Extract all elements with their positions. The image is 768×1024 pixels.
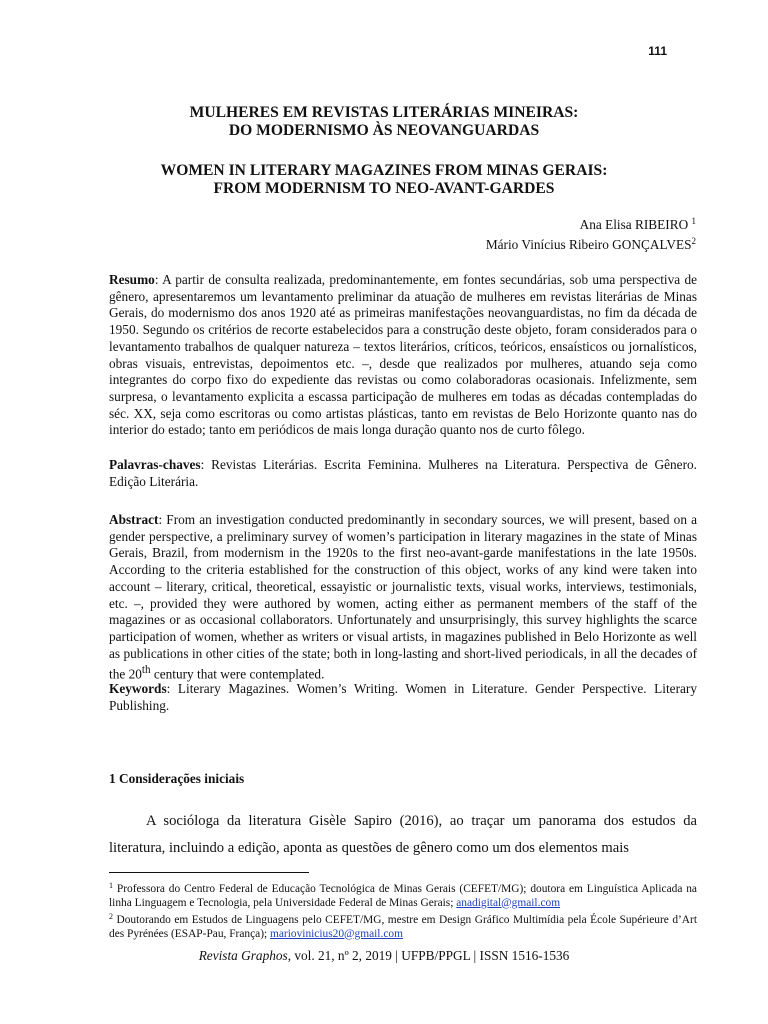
author-list: [486, 213, 696, 253]
title-en-line-2: FROM MODERNISM TO NEO-AVANT-GARDES: [213, 180, 555, 197]
resumo-label: Resumo: [109, 272, 155, 287]
abstract-block: [109, 512, 697, 683]
keywords-text: : Literary Magazines. Women’s Writing. Women in Literature. Gender Perspective. Literary Publishing.: [109, 681, 697, 713]
footnote-number: 2: [109, 912, 113, 921]
title-en-line-1: WOMEN IN LITERARY MAGAZINES FROM MINAS GERAIS:: [160, 162, 608, 179]
footnote-number: 1: [109, 881, 113, 890]
resumo-block: [109, 272, 697, 439]
title-pt-line-2: DO MODERNISMO ÀS NEOVANGUARDAS: [228, 122, 540, 139]
section-heading: 1 Considerações iniciais: [109, 771, 245, 786]
email-link[interactable]: mariovinicius20@gmail.com: [270, 927, 403, 940]
abstract-text: : From an investigation conducted predominantly in secondary sources, we will present, based on a gender perspective, a preliminary survey of women’s participation in literary magazines in the state of Minas Gerais, Brazil, from modernism in the 1920s to the first neo-avant-garde manifestations in the late 1950s. According to the criteria established for the construction of this object, works of any kind were taken into account – literary, critical, theoretical, essayistic or journalistic texts, visual works, interviews, testimonials, etc. –, provided they were authored by women, acting either as permanent members of the staff of the magazines or as occasional collaborators. Unfortunately and unsurprisingly, this survey highlights the scarce participation of women, whether as writers or visual artists, in magazines published in Belo Horizonte as well as publications in other cities of the state; both in long-lasting and short-lived periodicals, in all the decades of the 20: [109, 512, 697, 682]
author-footnote-ref[interactable]: 1: [691, 216, 696, 226]
page-number: 111: [648, 44, 667, 58]
author-2: [486, 233, 696, 253]
author-1: [486, 213, 696, 233]
palavras-chaves-block: [109, 457, 697, 490]
footnotes: [109, 879, 697, 941]
journal-details: , vol. 21, nº 2, 2019 | UFPB/PPGL | ISSN 1516-1536: [287, 948, 570, 963]
author-name: Mário Vinícius Ribeiro GONÇALVES: [485, 237, 692, 252]
footnote-2: [109, 910, 697, 941]
palavras-text: : Revistas Literárias. Escrita Feminina. Mulheres na Literatura. Perspectiva de Gênero. Edição Literária.: [109, 457, 697, 489]
abstract-ordinal-sup: th: [141, 664, 151, 677]
footnote-divider: [109, 872, 309, 873]
abstract-text-end: century that were contemplated.: [150, 666, 325, 682]
title-pt-line-1: MULHERES EM REVISTAS LITERÁRIAS MINEIRAS:: [189, 104, 579, 121]
body-paragraph: A socióloga da literatura Gisèle Sapiro (2016), ao traçar um panorama dos estudos da literatura, incluindo a edição, aponta as questões de gênero como um dos elementos mais: [109, 813, 697, 856]
footnote-text: Professora do Centro Federal de Educação Tecnológica de Minas Gerais (CEFET/MG); doutora em Linguística Aplicada na linha Linguagem e Tecnologia, pela Universidade Federal de Minas Gerais;: [109, 883, 697, 909]
author-name: Ana Elisa RIBEIRO: [579, 217, 689, 232]
article-titles: [0, 104, 768, 198]
abstract-label: Abstract: [109, 512, 159, 527]
keywords-block: [109, 681, 697, 714]
footnote-text: Doutorando em Estudos de Linguagens pelo CEFET/MG, mestre em Design Gráfico Multimídia pela École Supérieure d’Art des Pyrénées (ESAP-Pau, França);: [109, 914, 697, 940]
journal-name: Revista Graphos: [198, 948, 288, 963]
footnote-1: [109, 879, 697, 910]
title-en: [0, 162, 768, 198]
page-footer: [0, 948, 768, 964]
author-footnote-ref[interactable]: 2: [691, 236, 696, 246]
keywords-label: Keywords: [109, 681, 167, 696]
palavras-label: Palavras-chaves: [109, 457, 201, 472]
resumo-text: : A partir de consulta realizada, predominantemente, em fontes secundárias, sob uma perspectiva de gênero, apresentaremos um levantamento preliminar da atuação de mulheres em revistas literárias de Minas Gerais, do modernismo dos anos 1920 até as primeiras manifestações neovanguardistas, no fim da década de 1950. Segundo os critérios de recorte estabelecidos para a construção deste objeto, foram considerados para o levantamento trabalhos de qualquer natureza – textos literários, críticos, teóricos, ensaísticos ou jornalísticos, obras visuais, entrevistas, depoimentos etc. –, desde que realizados por mulheres, atuando seja como integrantes do corpo fixo do expediente das revistas ou como colaboradoras ocasionais. Infelizmente, sem surpresa, o levantamento explicita a escassa participação de mulheres em todas as décadas contempladas do séc. XX, seja como escritoras ou como artistas plásticas, tanto em revistas de Belo Horizonte quanto nas do interior do estado; tanto em periódicos de mais longa duração quanto nos de curto fôlego.: [109, 272, 697, 438]
email-link[interactable]: anadigital@gmail.com: [456, 896, 561, 909]
